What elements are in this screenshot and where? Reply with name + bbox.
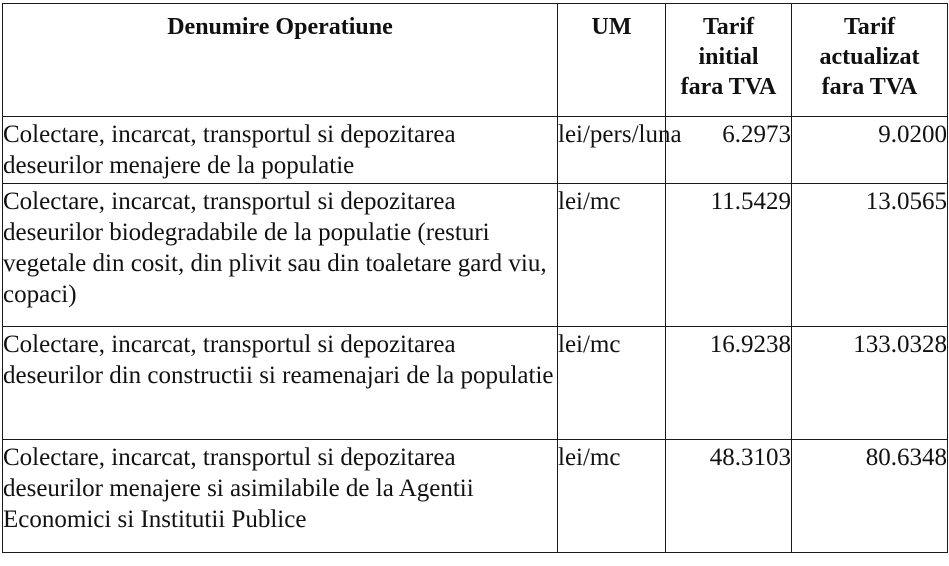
um-cell: lei/mc xyxy=(558,440,666,553)
header-initial-tariff xyxy=(666,4,792,117)
updated-tariff-cell: 9.0200 xyxy=(792,117,948,184)
operation-cell: Colectare, incarcat, transportul si depozitarea deseurilor menajere si asimilabile de la Agentii Economici si Institutii Publice xyxy=(3,440,558,553)
tariff-table xyxy=(2,3,948,553)
table-header-row xyxy=(3,4,948,117)
um-cell: lei/mc xyxy=(558,184,666,327)
table-row xyxy=(3,327,948,440)
updated-tariff-cell: 13.0565 xyxy=(792,184,948,327)
header-updated-line: actualizat xyxy=(819,44,920,70)
initial-tariff-cell: 48.3103 xyxy=(666,440,792,553)
initial-tariff-cell: 11.5429 xyxy=(666,184,792,327)
table-row xyxy=(3,184,948,327)
header-initial-line: Tarif xyxy=(702,14,755,40)
header-initial-line: fara TVA xyxy=(680,74,777,100)
table-row xyxy=(3,440,948,553)
header-updated-line: fara TVA xyxy=(821,74,918,100)
header-updated-line: Tarif xyxy=(843,14,896,40)
header-um: UM xyxy=(558,4,666,117)
updated-tariff-cell: 80.6348 xyxy=(792,440,948,553)
operation-cell: Colectare, incarcat, transportul si depozitarea deseurilor menajere de la populatie xyxy=(3,117,558,184)
initial-tariff-cell: 16.9238 xyxy=(666,327,792,440)
um-cell: lei/pers/luna xyxy=(558,117,666,184)
um-cell: lei/mc xyxy=(558,327,666,440)
header-operation: Denumire Operatiune xyxy=(3,4,558,117)
operation-cell: Colectare, incarcat, transportul si depozitarea deseurilor biodegradabile de la populatie (resturi vegetale din cosit, din plivit sau din toaletare gard viu, copaci) xyxy=(3,184,558,327)
updated-tariff-cell: 133.0328 xyxy=(792,327,948,440)
initial-tariff-cell: 6.2973 xyxy=(666,117,792,184)
header-initial-line: initial xyxy=(698,44,759,70)
header-updated-tariff xyxy=(792,4,948,117)
table-row xyxy=(3,117,948,184)
operation-cell: Colectare, incarcat, transportul si depozitarea deseurilor din constructii si reamenajari de la populatie xyxy=(3,327,558,440)
